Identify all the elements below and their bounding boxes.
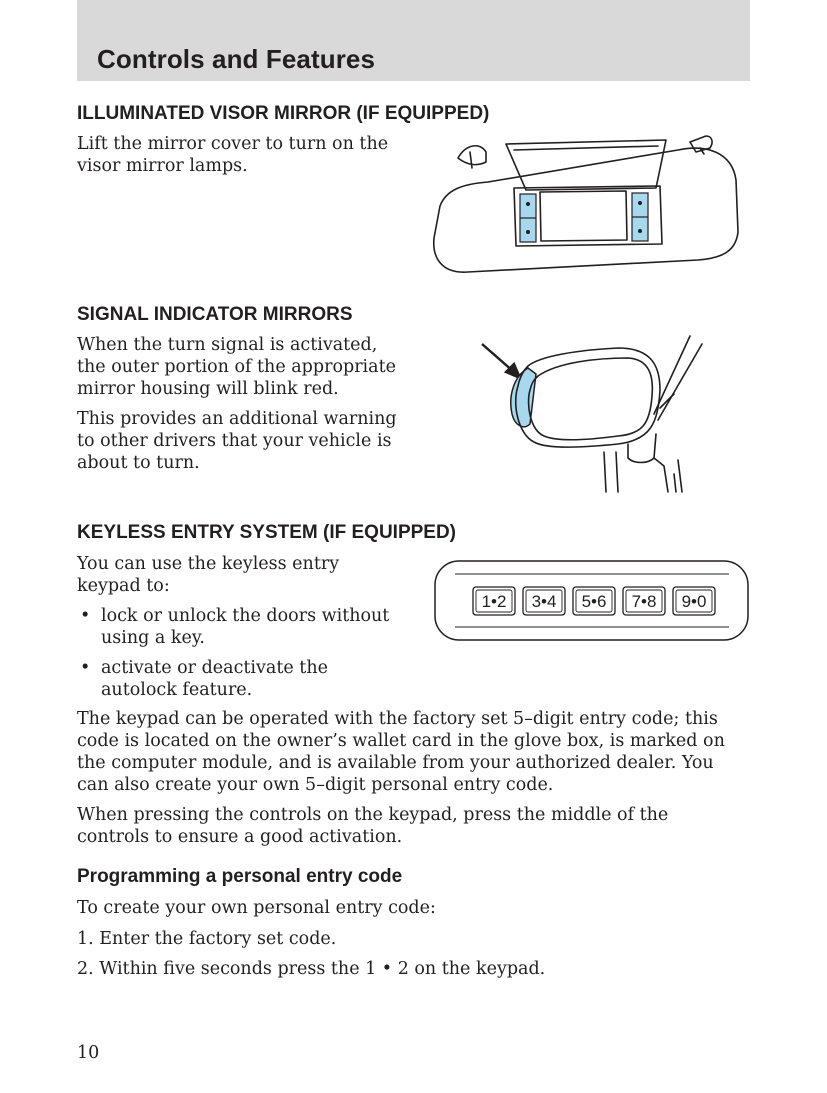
text-line: can also create your own 5–digit personal entry code. [77, 775, 554, 795]
text-line: When pressing the controls on the keypad, press the middle of the [77, 805, 669, 825]
visor-mirror-illustration [428, 132, 748, 277]
text-line: When the turn signal is activated, [77, 335, 378, 355]
text-line: to other drivers that your vehicle is [77, 431, 392, 451]
mirror-glass [540, 191, 627, 241]
mirror-glass [529, 358, 653, 440]
text-line: visor mirror lamps. [77, 156, 248, 176]
signal-heading: SIGNAL INDICATOR MIRRORS [77, 304, 353, 325]
bullet-marker: • [80, 606, 91, 626]
programming-step-2: 2. Within five seconds press the 1 • 2 on the keypad. [77, 959, 546, 979]
page-number: 10 [77, 1043, 100, 1063]
programming-heading: Programming a personal entry code [77, 866, 403, 887]
keypad-key-label: 9•0 [681, 592, 707, 611]
pointer-arrow-icon [482, 344, 520, 378]
bullet-item [77, 605, 417, 649]
keypad-key-label: 3•4 [531, 592, 557, 611]
keyless-para-1 [77, 708, 757, 796]
bullet-item [77, 657, 417, 701]
text-line: using a key. [101, 628, 205, 648]
keypad-key[interactable] [473, 587, 515, 615]
signal-para-2 [77, 408, 417, 474]
page-title: Controls and Features [97, 44, 376, 74]
signal-para-1 [77, 334, 417, 400]
keypad-key[interactable] [523, 587, 565, 615]
text-line: lock or unlock the doors without [101, 606, 390, 626]
text-line: Lift the mirror cover to turn on the [77, 134, 389, 154]
keypad-key[interactable] [673, 587, 715, 615]
keyless-intro [77, 553, 417, 597]
programming-intro: To create your own personal entry code: [77, 898, 436, 918]
keyless-para-2 [77, 804, 757, 848]
text-line: code is located on the owner’s wallet card in the glove box, is marked on [77, 731, 725, 751]
programming-step-1: 1. Enter the factory set code. [77, 929, 337, 949]
text-line: about to turn. [77, 453, 200, 473]
keypad-key-label: 7•8 [631, 592, 657, 611]
text-line: autolock feature. [101, 680, 253, 700]
visor-heading: ILLUMINATED VISOR MIRROR (IF EQUIPPED) [77, 103, 490, 124]
keypad-key[interactable] [623, 587, 665, 615]
keypad-key-label: 5•6 [581, 592, 607, 611]
text-line: the computer module, and is available from your authorized dealer. You [77, 753, 714, 773]
text-line: This provides an additional warning [77, 409, 397, 429]
keyless-heading: KEYLESS ENTRY SYSTEM (IF EQUIPPED) [77, 522, 457, 543]
visor-body [77, 133, 417, 177]
keypad-key-label: 1•2 [481, 592, 507, 611]
text-line: mirror housing will blink red. [77, 379, 339, 399]
signal-mirror-illustration [478, 334, 718, 494]
text-line: keypad to: [77, 576, 170, 596]
visor-body-outline [434, 148, 738, 272]
text-line: activate or deactivate the [101, 658, 328, 678]
keypad-key[interactable] [573, 587, 615, 615]
text-line: controls to ensure a good activation. [77, 827, 403, 847]
bullet-marker: • [80, 658, 91, 678]
keypad-illustration [433, 559, 751, 643]
text-line: The keypad can be operated with the factory set 5–digit entry code; this [77, 709, 718, 729]
text-line: You can use the keyless entry [77, 554, 340, 574]
text-line: the outer portion of the appropriate [77, 357, 396, 377]
